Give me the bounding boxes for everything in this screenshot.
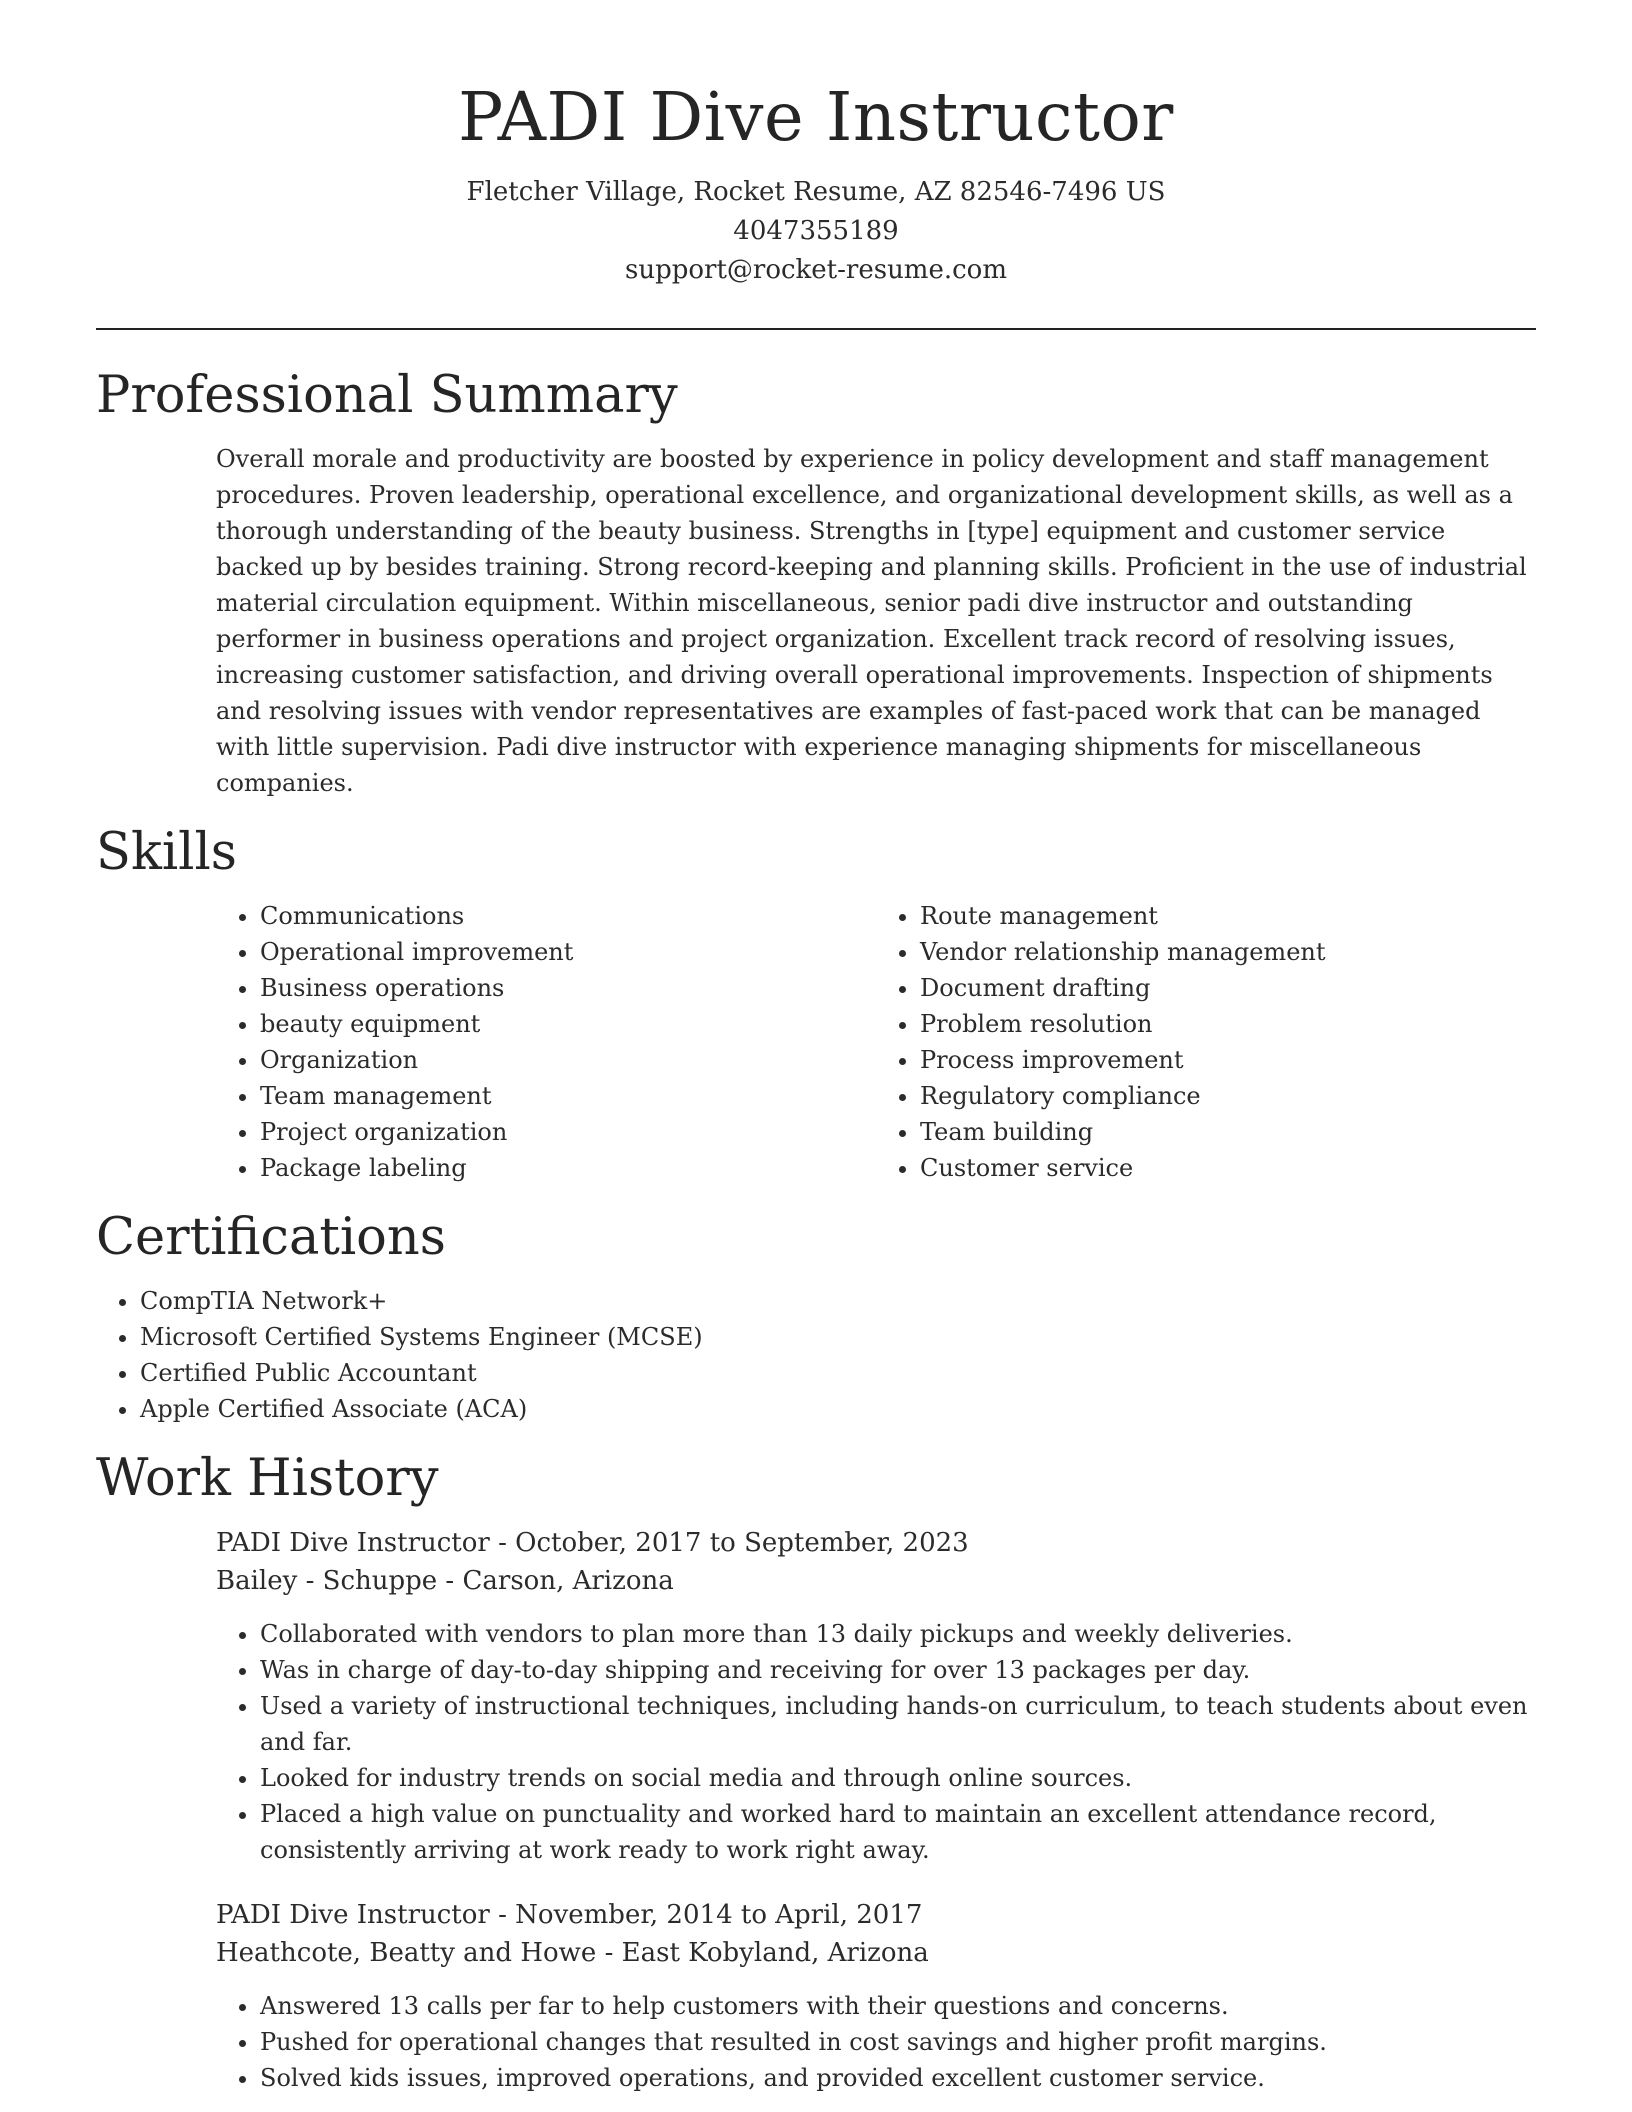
- job-dates: November, 2014 to April, 2017: [515, 1900, 923, 1930]
- job-title-line: PADI Dive Instructor - November, 2014 to April, 2017: [216, 1900, 923, 1930]
- skill-item: • Route management: [920, 898, 1536, 934]
- job-bullet: • Solved kids issues, improved operations, and provided excellent customer service.: [260, 2060, 1536, 2096]
- certifications-list: [96, 1283, 1536, 1427]
- job-header: [216, 1524, 1536, 1600]
- job-bullet: • Collaborated with vendors to plan more than 13 daily pickups and weekly deliveries.: [260, 1616, 1536, 1652]
- job-company: Bailey - Schuppe: [216, 1566, 438, 1596]
- certification-item: • Apple Certified Associate (ACA): [140, 1391, 1536, 1427]
- certifications-heading: Certifications: [96, 1208, 446, 1267]
- summary-text: Overall morale and productivity are boosted by experience in policy development and staff management procedures. Proven leadership, operational excellence, and organizational development skills, as well as a thorough understanding of the beauty business. Strengths in [type] equipment and customer service backed up by besides training. Strong record-keeping and planning skills. Proficient in the use of industrial material circulation equipment. Within miscellaneous, senior padi dive instructor and outstanding performer in business operations and project organization. Excellent track record of resolving issues, increasing customer satisfaction, and driving overall operational improvements. Inspection of shipments and resolving issues with vendor representatives are examples of fast-paced work that can be managed with little supervision. Padi dive instructor with experience managing shipments for miscellaneous companies.: [216, 445, 1527, 797]
- header-divider: [96, 328, 1536, 330]
- job-entry: [216, 1524, 1536, 1868]
- job-bullet: • Looked for industry trends on social media and through online sources.: [260, 1760, 1536, 1796]
- skill-item: • Problem resolution: [920, 1006, 1536, 1042]
- certification-item: • Certified Public Accountant: [140, 1355, 1536, 1391]
- job-header: [216, 1896, 1536, 1972]
- skill-item: • Process improvement: [920, 1042, 1536, 1078]
- candidate-name: PADI Dive Instructor: [458, 78, 1174, 156]
- skill-item: • Customer service: [920, 1150, 1536, 1186]
- job-bullets: [216, 1988, 1536, 2096]
- skills-columns: [216, 898, 1536, 1186]
- skill-item: • beauty equipment: [260, 1006, 876, 1042]
- phone-line: 4047355189: [733, 216, 899, 246]
- skill-item: • Business operations: [260, 970, 876, 1006]
- resume-header: [96, 0, 1536, 290]
- skill-item: • Communications: [260, 898, 876, 934]
- job-bullet: • Pushed for operational changes that resulted in cost savings and higher profit margins.: [260, 2024, 1536, 2060]
- skill-item: • Vendor relationship management: [920, 934, 1536, 970]
- job-dates: October, 2017 to September, 2023: [515, 1528, 969, 1558]
- skill-item: • Operational improvement: [260, 934, 876, 970]
- skills-list-left: [216, 898, 876, 1186]
- skill-item: • Organization: [260, 1042, 876, 1078]
- skills-section: [96, 823, 1536, 1186]
- address-line: Fletcher Village, Rocket Resume, AZ 82546-7496 US: [466, 177, 1166, 207]
- skills-heading: Skills: [96, 823, 237, 882]
- job-location: Carson, Arizona: [462, 1566, 674, 1596]
- skill-item: • Team building: [920, 1114, 1536, 1150]
- summary-heading: Professional Summary: [96, 366, 678, 425]
- certifications-section: [96, 1208, 1536, 1427]
- work-history-section: [96, 1449, 1536, 2096]
- email-line: support@rocket-resume.com: [624, 255, 1007, 285]
- job-company-line: Bailey - Schuppe - Carson, Arizona: [216, 1566, 674, 1596]
- skill-item: • Package labeling: [260, 1150, 876, 1186]
- job-company-line: Heathcote, Beatty and Howe - East Kobyland, Arizona: [216, 1938, 929, 1968]
- job-title: PADI Dive Instructor: [216, 1528, 490, 1558]
- job-bullet: • Was in charge of day-to-day shipping and receiving for over 13 packages per day.: [260, 1652, 1536, 1688]
- job-title: PADI Dive Instructor: [216, 1900, 490, 1930]
- skills-list-right: [876, 898, 1536, 1186]
- job-bullet: • Placed a high value on punctuality and worked hard to maintain an excellent attendance record, consistently arriving at work ready to work right away.: [260, 1796, 1536, 1868]
- job-bullet: • Used a variety of instructional techniques, including hands-on curriculum, to teach students about even and far.: [260, 1688, 1536, 1760]
- skill-item: • Regulatory compliance: [920, 1078, 1536, 1114]
- skill-item: • Project organization: [260, 1114, 876, 1150]
- job-title-line: PADI Dive Instructor - October, 2017 to September, 2023: [216, 1528, 969, 1558]
- certification-item: • Microsoft Certified Systems Engineer (MCSE): [140, 1319, 1536, 1355]
- work-history-heading: Work History: [96, 1449, 439, 1508]
- summary-section: [96, 366, 1536, 801]
- skill-item: • Team management: [260, 1078, 876, 1114]
- job-location: East Kobyland, Arizona: [621, 1938, 929, 1968]
- job-entry: [216, 1896, 1536, 2096]
- certification-item: • CompTIA Network+: [140, 1283, 1536, 1319]
- job-bullet: • Answered 13 calls per far to help customers with their questions and concerns.: [260, 1988, 1536, 2024]
- skill-item: • Document drafting: [920, 970, 1536, 1006]
- job-bullets: [216, 1616, 1536, 1868]
- job-company: Heathcote, Beatty and Howe: [216, 1938, 597, 1968]
